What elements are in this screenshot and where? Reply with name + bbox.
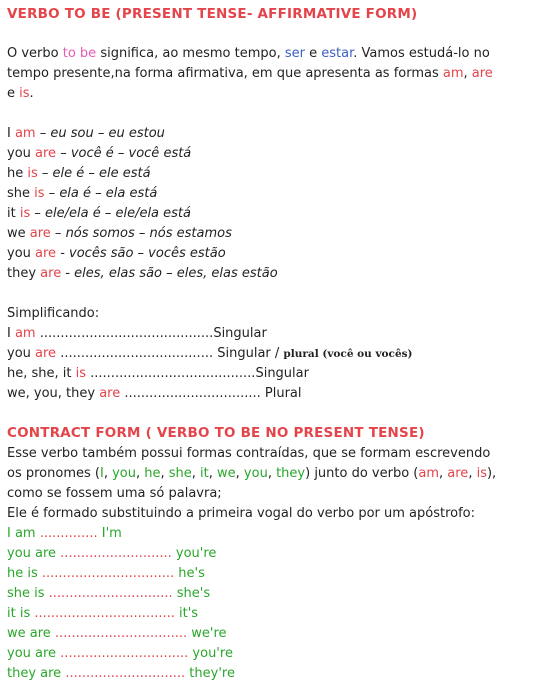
contracted-form: I'm bbox=[101, 526, 122, 541]
verb: are bbox=[35, 146, 57, 161]
contraction-row bbox=[7, 544, 235, 564]
number-label: Plural bbox=[264, 386, 302, 401]
conjugation-row bbox=[7, 124, 278, 144]
translation: ele é – ele está bbox=[52, 166, 151, 181]
conjugation-row bbox=[7, 164, 278, 184]
contract-paragraph: Esse verbo também possui formas contraídas, que se formam escrevendo os pronomes (I, you, he, she, it, we, you, they) junto do verbo (am, are, is), como se fossem uma só palavra; Ele é formado substituindo a primeira vogal do verbo por um apóstrofo: bbox=[7, 446, 497, 521]
pronoun: he, she, it bbox=[7, 366, 76, 381]
contractions-list bbox=[7, 524, 235, 684]
pronoun: he bbox=[144, 466, 161, 481]
intro-text: , bbox=[463, 66, 472, 81]
paragraph-text: os pronomes ( bbox=[7, 466, 100, 481]
separator: - bbox=[56, 246, 70, 261]
summary-row bbox=[7, 384, 413, 404]
number-label: Singular bbox=[213, 326, 267, 341]
dot-leader: .................................. bbox=[30, 606, 179, 621]
verb: is bbox=[27, 166, 38, 181]
pronoun: you bbox=[112, 466, 136, 481]
intro-text: O verbo bbox=[7, 46, 63, 61]
pronoun: they bbox=[276, 466, 306, 481]
plural-note: plural (você ou vocês) bbox=[283, 348, 413, 360]
conjugation-row bbox=[7, 224, 278, 244]
verb-is: is bbox=[19, 86, 30, 101]
contraction-row bbox=[7, 604, 235, 624]
summary-row bbox=[7, 324, 413, 344]
intro-text: . Vamos estudá-lo no bbox=[353, 46, 490, 61]
intro-text: significa, ao mesmo tempo, bbox=[96, 46, 285, 61]
contraction-row bbox=[7, 584, 235, 604]
intro-text: e bbox=[7, 86, 20, 101]
contraction-row bbox=[7, 564, 235, 584]
pronoun: I bbox=[7, 126, 15, 141]
verb: am bbox=[14, 126, 36, 141]
pronoun: you bbox=[243, 466, 268, 481]
verb-am: am bbox=[442, 66, 464, 81]
intro-text: . bbox=[29, 86, 34, 101]
dot-leader: ................................ bbox=[37, 566, 179, 581]
pronoun: I bbox=[7, 326, 15, 341]
contraction-row bbox=[7, 644, 235, 664]
pronoun: you bbox=[7, 146, 36, 161]
separator: – bbox=[30, 206, 45, 221]
pronoun: I bbox=[99, 466, 104, 481]
paragraph-text: Esse verbo também possui formas contraídas, que se formam escrevendo bbox=[7, 446, 491, 461]
pronoun: you bbox=[7, 246, 36, 261]
dot-leader: ........................................ bbox=[86, 366, 256, 381]
number-label: Singular bbox=[255, 366, 309, 381]
verb: are bbox=[99, 386, 121, 401]
dot-leader: ..................................... bbox=[56, 346, 218, 361]
contraction-row bbox=[7, 624, 235, 644]
pronoun: we, you, they bbox=[7, 386, 100, 401]
translation: ela é – ela está bbox=[59, 186, 158, 201]
separator: – bbox=[44, 186, 60, 201]
translation: nós somos – nós estamos bbox=[65, 226, 232, 241]
dot-leader: ............................. bbox=[61, 666, 190, 681]
dot-leader: ................................. bbox=[120, 386, 265, 401]
verb: is bbox=[34, 186, 45, 201]
translation: você é – você está bbox=[70, 146, 192, 161]
term-ser: ser bbox=[284, 46, 305, 61]
verb: is bbox=[476, 466, 487, 481]
intro-text: tempo presente,na forma afirmativa, em que apresenta as formas bbox=[7, 66, 443, 81]
conjugation-row bbox=[7, 184, 278, 204]
pronoun: she bbox=[7, 186, 35, 201]
conjugation-row bbox=[7, 144, 278, 164]
pronoun: she bbox=[168, 466, 192, 481]
paragraph-text: ), bbox=[486, 466, 497, 481]
conjugation-list bbox=[7, 124, 278, 284]
contracted-form: you're bbox=[175, 546, 217, 561]
simplificando-label: Simplificando: bbox=[7, 306, 100, 321]
separator: – bbox=[50, 226, 66, 241]
full-form: you are bbox=[7, 546, 57, 561]
contracted-form: they're bbox=[189, 666, 235, 681]
pronoun: it bbox=[200, 466, 209, 481]
section-title-affirmative: VERBO TO BE (PRESENT TENSE- AFFIRMATIVE FORM) bbox=[7, 6, 418, 22]
term-to-be: to be bbox=[62, 46, 97, 61]
dot-leader: .............................. bbox=[44, 586, 177, 601]
conjugation-row bbox=[7, 244, 278, 264]
intro-text: e bbox=[304, 46, 322, 61]
translation: ele/ela é – ele/ela está bbox=[45, 206, 191, 221]
conjugation-row bbox=[7, 264, 278, 284]
dot-leader: ........................... bbox=[56, 546, 176, 561]
contracted-form: he's bbox=[178, 566, 205, 581]
term-estar: estar bbox=[321, 46, 354, 61]
summary-row bbox=[7, 344, 413, 364]
separator: – bbox=[35, 126, 51, 141]
verb: is bbox=[75, 366, 87, 381]
summary-row bbox=[7, 364, 413, 384]
translation: eu sou – eu estou bbox=[50, 126, 165, 141]
translation: eles, elas são – eles, elas estão bbox=[74, 266, 278, 281]
verb: are bbox=[35, 246, 57, 261]
full-form: I am bbox=[7, 526, 40, 541]
full-form: they are bbox=[7, 666, 62, 681]
number-label: Singular / bbox=[217, 346, 284, 361]
contracted-form: it's bbox=[179, 606, 199, 621]
full-form: you are bbox=[7, 646, 57, 661]
full-form: we are bbox=[7, 626, 51, 641]
verb: is bbox=[19, 206, 31, 221]
intro-paragraph bbox=[7, 44, 493, 104]
separator: - bbox=[61, 266, 75, 281]
dot-leader: ............................... bbox=[56, 646, 193, 661]
separator: – bbox=[56, 146, 71, 161]
verb: are bbox=[447, 466, 469, 481]
verb: are bbox=[40, 266, 62, 281]
pronoun: we bbox=[217, 466, 236, 481]
pronoun: it bbox=[7, 206, 20, 221]
pronoun: you bbox=[7, 346, 36, 361]
contraction-row bbox=[7, 664, 235, 684]
conjugation-row bbox=[7, 204, 278, 224]
contracted-form: she's bbox=[176, 586, 211, 601]
pronoun: they bbox=[7, 266, 41, 281]
verb: are bbox=[35, 346, 57, 361]
full-form: she is bbox=[7, 586, 45, 601]
separator: – bbox=[37, 166, 53, 181]
contraction-row bbox=[7, 524, 235, 544]
section-title-contract: CONTRACT FORM ( VERBO TO BE NO PRESENT TENSE) bbox=[7, 425, 425, 441]
dot-leader: .......................................... bbox=[35, 326, 214, 341]
full-form: he is bbox=[7, 566, 38, 581]
verb: are bbox=[29, 226, 51, 241]
paragraph-text: como se fossem uma só palavra; bbox=[7, 486, 222, 501]
paragraph-text: ) junto do verbo ( bbox=[305, 466, 419, 481]
contracted-form: you're bbox=[192, 646, 233, 661]
full-form: it is bbox=[7, 606, 31, 621]
translation: vocês são – vocês estão bbox=[69, 246, 226, 261]
paragraph-text: Ele é formado substituindo a primeira vogal do verbo por um apóstrofo: bbox=[7, 506, 475, 521]
verb: am bbox=[418, 466, 440, 481]
verb-are: are bbox=[471, 66, 493, 81]
simplificando-section bbox=[7, 304, 413, 404]
dot-leader: ................................ bbox=[50, 626, 192, 641]
contracted-form: we're bbox=[191, 626, 227, 641]
pronoun: he bbox=[7, 166, 28, 181]
dot-leader: .............. bbox=[39, 526, 102, 541]
verb: am bbox=[14, 326, 36, 341]
pronoun: we bbox=[7, 226, 30, 241]
